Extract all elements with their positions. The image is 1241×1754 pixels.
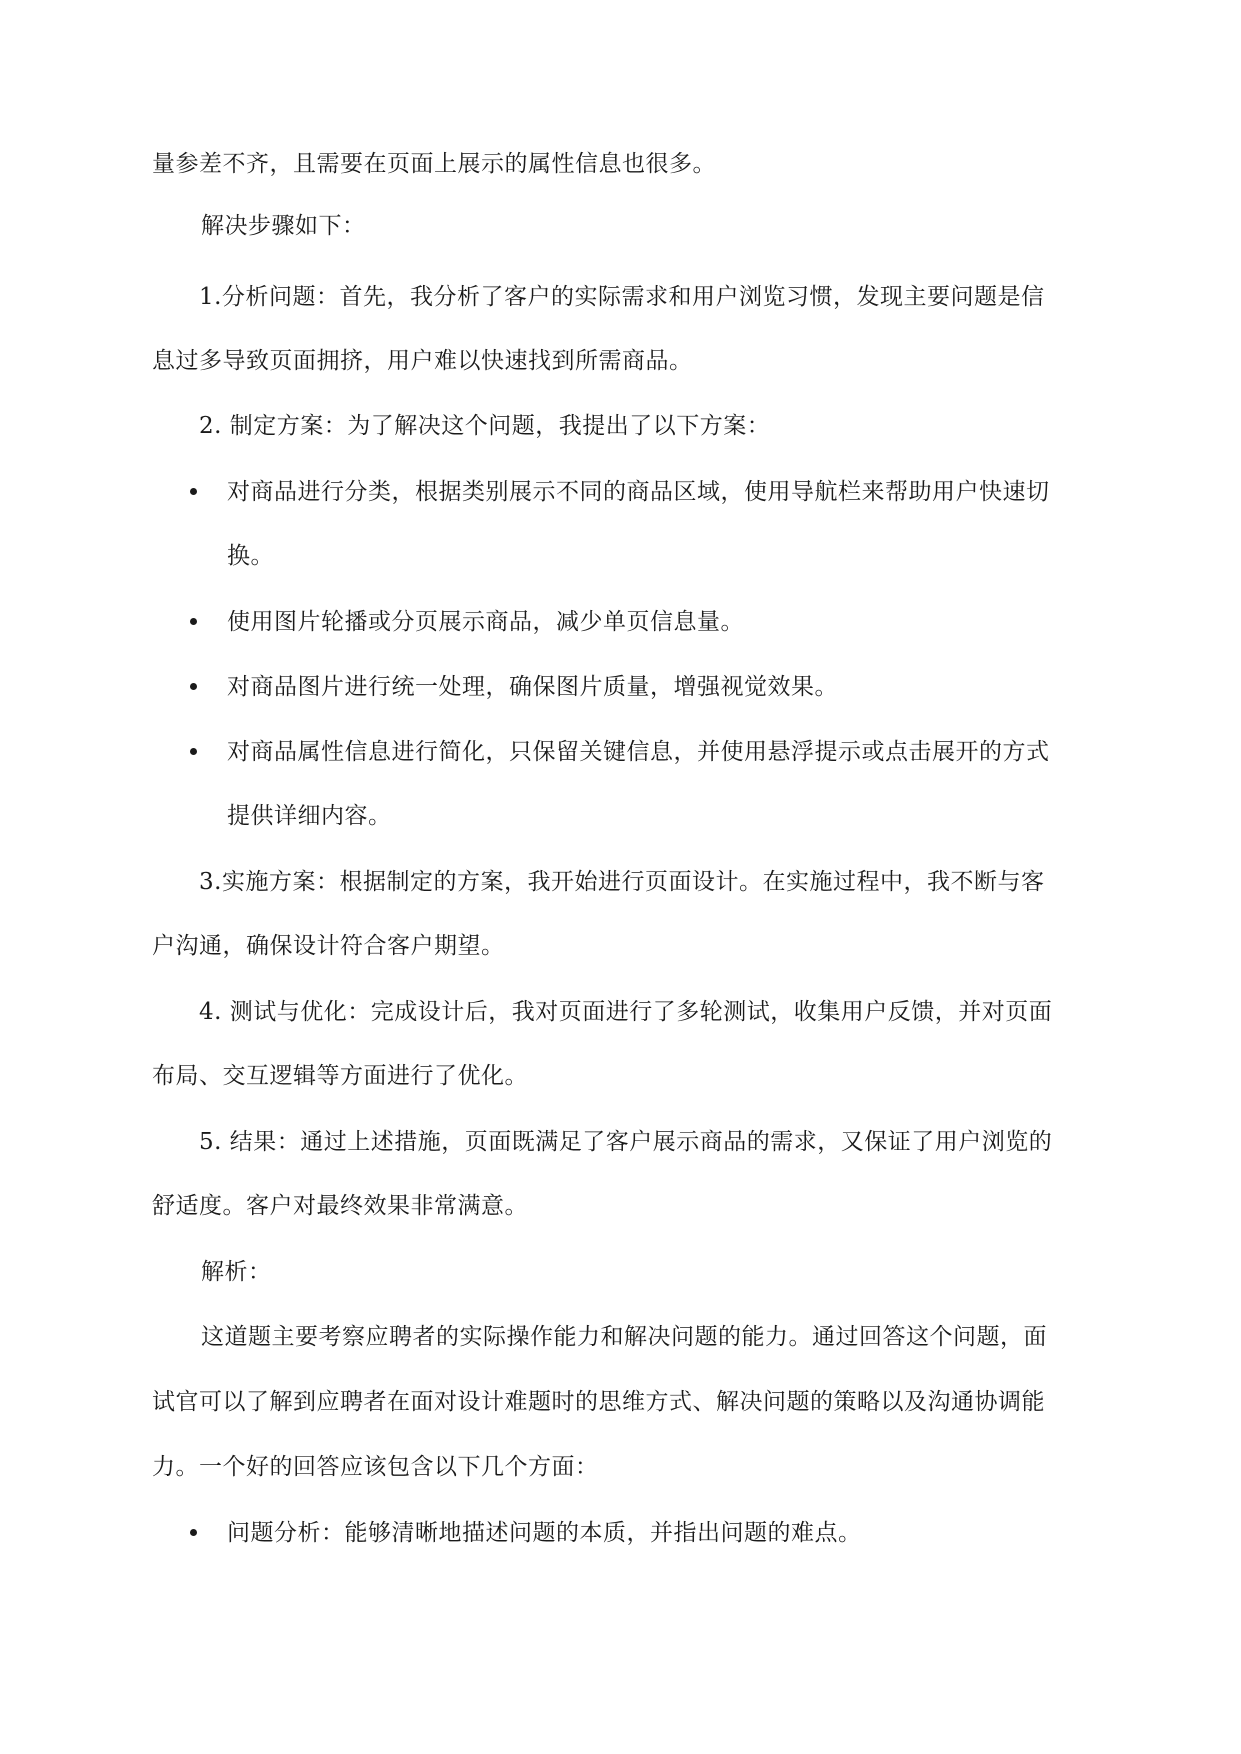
list-item-continuation: 提供详细内容。 [227,803,392,829]
text-line: 力。一个好的回答应该包含以下几个方面： [152,1454,599,1480]
list-item: 问题分析：能够清晰地描述问题的本质，并指出问题的难点。 [227,1520,862,1546]
list-item-continuation: 换。 [227,543,274,569]
text-line: 息过多导致页面拥挤，用户难以快速找到所需商品。 [152,348,693,374]
list-item: 对商品属性信息进行简化，只保留关键信息，并使用悬浮提示或点击展开的方式 [227,739,1050,765]
text-line: 1.分析问题：首先，我分析了客户的实际需求和用户浏览习惯，发现主要问题是信 [199,284,1045,310]
text-line: 3.实施方案：根据制定的方案，我开始进行页面设计。在实施过程中，我不断与客 [199,869,1045,895]
bullet-icon [190,618,197,625]
bullet-icon [190,683,197,690]
bullet-icon [190,488,197,495]
text-line: 2. 制定方案：为了解决这个问题，我提出了以下方案： [199,413,771,439]
text-line: 4. 测试与优化：完成设计后，我对页面进行了多轮测试，收集用户反馈，并对页面 [199,999,1053,1025]
section-heading: 解析： [201,1259,272,1285]
text-line: 量参差不齐，且需要在页面上展示的属性信息也很多。 [152,151,716,177]
text-line: 这道题主要考察应聘者的实际操作能力和解决问题的能力。通过回答这个问题，面 [201,1324,1047,1350]
list-item: 对商品图片进行统一处理，确保图片质量，增强视觉效果。 [227,674,838,700]
list-item: 对商品进行分类，根据类别展示不同的商品区域，使用导航栏来帮助用户快速切 [227,479,1050,505]
text-line: 户沟通，确保设计符合客户期望。 [152,933,505,959]
text-line: 试官可以了解到应聘者在面对设计难题时的思维方式、解决问题的策略以及沟通协调能 [152,1389,1045,1415]
text-line: 解决步骤如下： [201,213,366,239]
list-item: 使用图片轮播或分页展示商品，减少单页信息量。 [227,609,744,635]
text-line: 5. 结果：通过上述措施，页面既满足了客户展示商品的需求，又保证了用户浏览的 [199,1129,1053,1155]
text-line: 舒适度。客户对最终效果非常满意。 [152,1193,528,1219]
bullet-icon [190,1529,197,1536]
text-line: 布局、交互逻辑等方面进行了优化。 [152,1063,528,1089]
bullet-icon [190,748,197,755]
